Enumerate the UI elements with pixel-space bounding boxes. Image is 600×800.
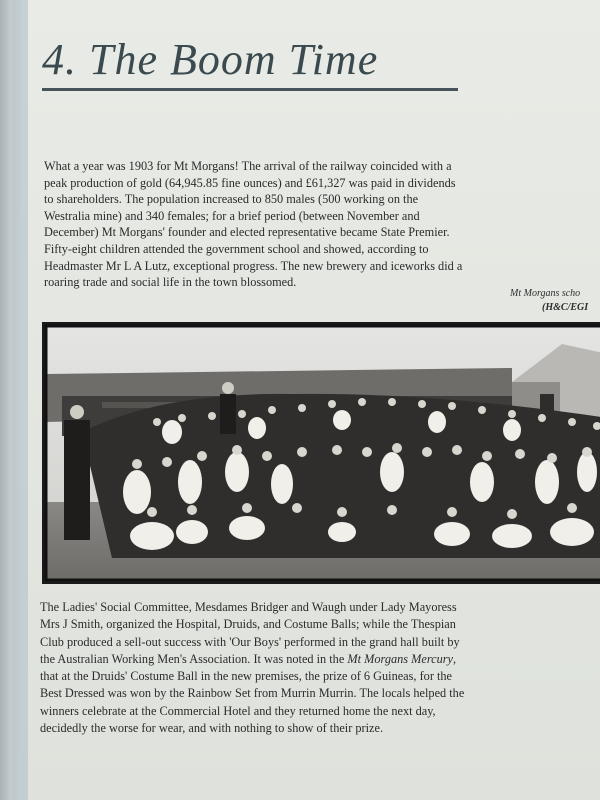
photo-caption-line: Mt Morgans scho [510,288,581,299]
intro-paragraph: What a year was 1903 for Mt Morgans! The arrival of the railway coincided with a peak production of gold (64,945.85 fine ounces) and £61,327 was paid in dividends to shareholders. The population increased to 850 males (500 working on the Westralia mine) and 340 females; for a brief period (between November and December) Mt Morgans' founder and elected representative became State Premier. Fifty-eight children attended the government school and showed, according to Headmaster Mr L A Lutz, exceptional progress. The new brewery and iceworks did a roaring trade and social life in the town blossomed. [44,159,463,290]
body-text-part-1: The Ladies' Social Committee, Mesdames Bridger and Waugh under Lady Mayoress Mrs J Smith, organized the Hospital, Druids, and Costume Balls; while the Thespian Club produced a sell-out success with 'Our Boys' performed in the grand hall built by the Australian Working Men's Association. It was noted in the [40,600,460,666]
body-text-part-2: , that at the Druids' Costume Ball in the new premises, the prize of 6 Guineas, for the Best Dressed was won by the Rainbow Set from Murrin Murrin. The locals helped the winners celebrate at the Commercial Hotel and they returned home the next day, decidedly the worse for wear, and with nothing to show of their prize. [40,651,465,736]
margin-stripe [12,0,28,800]
body-paragraph [40,599,470,737]
school-photo-drawing [42,322,600,584]
photo-caption [510,287,600,315]
newspaper-title: Mt Morgans Mercury [347,651,453,666]
photo-credit: (H&C/EGI [542,302,589,313]
chapter-title: 4. The Boom Time [42,35,379,84]
school-group-photo [42,322,600,584]
title-underline [42,88,458,91]
